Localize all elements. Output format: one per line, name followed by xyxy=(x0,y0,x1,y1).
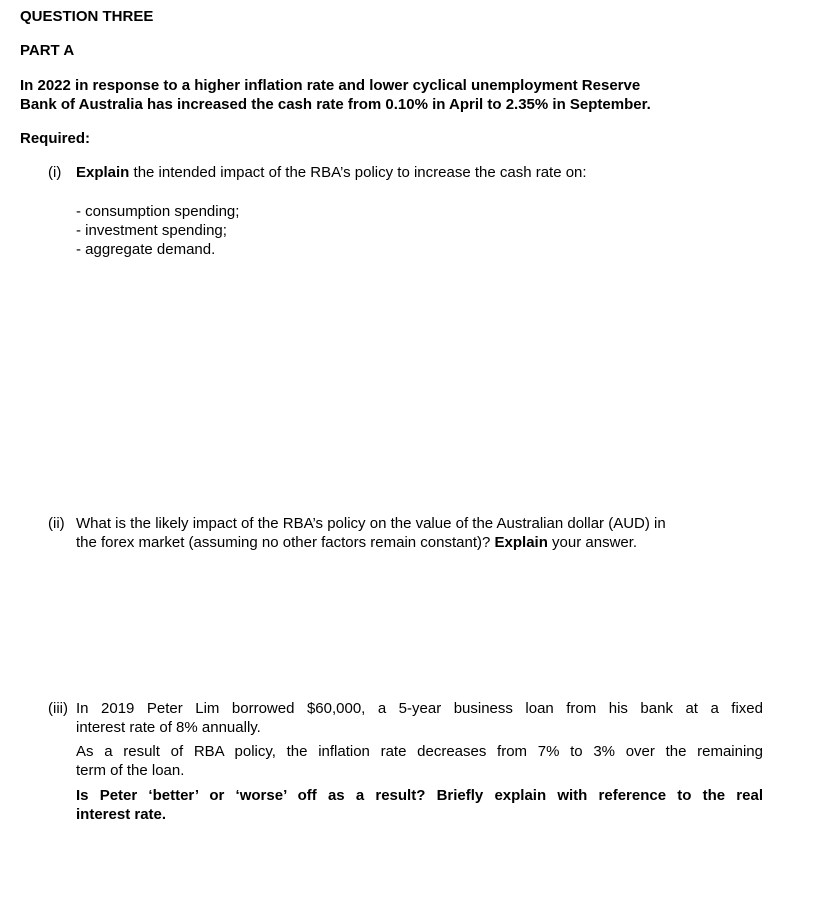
question-3-p1-line-1: In 2019 Peter Lim borrowed $60,000, a 5-year business loan from his bank at a fixed xyxy=(76,700,763,717)
question-2-instruction: Explain xyxy=(494,534,548,551)
question-3-paragraph-3 xyxy=(76,786,763,824)
question-2-line-2 xyxy=(76,533,666,552)
question-1-prompt: the intended impact of the RBA’s policy to increase the cash rate on: xyxy=(129,164,587,181)
intro-line-1: In 2022 in response to a higher inflation rate and lower cyclical unemployment Reserve xyxy=(20,77,641,94)
question-3-p2-line-1: As a result of RBA policy, the inflation rate decreases from 7% to 3% over the remaining xyxy=(76,743,763,760)
question-2-line-1: What is the likely impact of the RBA’s policy on the value of the Australian dollar (AUD) in xyxy=(76,515,666,532)
question-2-prompt-end: your answer. xyxy=(547,534,638,551)
list-item: - aggregate demand. xyxy=(76,241,216,258)
question-1-list xyxy=(76,202,239,259)
question-heading: QUESTION THREE xyxy=(20,8,154,25)
intro-paragraph xyxy=(20,76,740,114)
intro-line-2: Bank of Australia has increased the cash rate from 0.10% in April to 2.35% in September. xyxy=(20,96,651,113)
question-3-paragraph-2 xyxy=(76,742,763,780)
question-3-p1-line-2: interest rate of 8% annually. xyxy=(76,719,261,736)
question-3-number: (iii) xyxy=(48,700,68,717)
question-1-text xyxy=(76,163,587,182)
question-1-instruction: Explain xyxy=(76,164,130,181)
part-heading: PART A xyxy=(20,42,75,59)
question-3-p3-line-2: interest rate. xyxy=(76,806,167,823)
question-2-number: (ii) xyxy=(48,515,65,532)
question-3-paragraph-1 xyxy=(76,699,763,737)
question-2-prompt: the forex market (assuming no other factors remain constant)? xyxy=(76,534,495,551)
question-3-p2-line-2: term of the loan. xyxy=(76,762,185,779)
question-2-text xyxy=(76,514,666,552)
required-label: Required: xyxy=(20,130,91,147)
question-1-number: (i) xyxy=(48,164,62,181)
question-3-p3-line-1: Is Peter ‘better’ or ‘worse’ off as a result? Briefly explain with reference to the real xyxy=(76,787,763,804)
list-item: - consumption spending; xyxy=(76,203,240,220)
list-item: - investment spending; xyxy=(76,222,227,239)
